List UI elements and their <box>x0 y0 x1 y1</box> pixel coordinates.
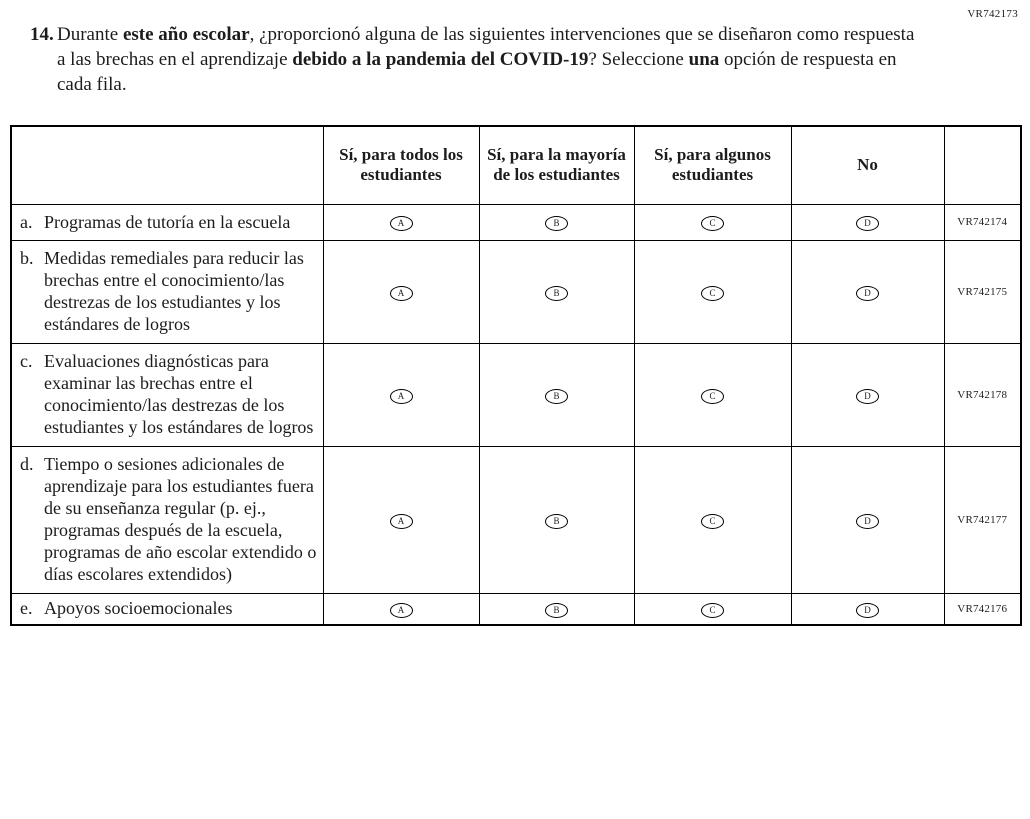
col-header-yes-most: Sí, para la mayoría de los estudiantes <box>479 126 634 204</box>
row-letter: b. <box>20 248 34 269</box>
option-bubble-d[interactable]: D <box>856 389 879 404</box>
option-bubble-c[interactable]: C <box>701 514 724 529</box>
row-text: Apoyos socioemocionales <box>44 597 233 618</box>
option-bubble-b[interactable]: B <box>545 514 568 529</box>
question-text-bold: este año escolar <box>122 24 250 45</box>
question-text-part: opción de respuesta en cada fila. <box>57 49 897 96</box>
question-number: 14. <box>30 24 54 45</box>
option-bubble-a[interactable]: A <box>390 514 413 529</box>
question-text-part: ? Seleccione <box>588 49 689 71</box>
option-bubble-b[interactable]: B <box>545 286 568 301</box>
option-bubble-c[interactable]: C <box>701 216 724 231</box>
col-header-no: No <box>791 126 944 204</box>
option-bubble-c[interactable]: C <box>701 603 724 618</box>
header-empty <box>11 126 323 204</box>
question-text-bold: debido a la pandemia del COVID-19 <box>292 49 589 71</box>
option-bubble-d[interactable]: D <box>856 514 879 529</box>
header-code-empty <box>944 126 1021 204</box>
col-header-yes-all: Sí, para todos los estudiantes <box>323 126 479 204</box>
option-bubble-d[interactable]: D <box>856 603 879 618</box>
question-text-bold: una <box>688 49 720 71</box>
row-code: VR742174 <box>944 204 1021 241</box>
table-row <box>11 344 1021 447</box>
option-bubble-d[interactable]: D <box>856 216 879 231</box>
option-bubble-d[interactable]: D <box>856 286 879 301</box>
page-code: VR742173 <box>967 8 1018 20</box>
question-text-part: Durante <box>57 24 123 45</box>
table-row <box>11 593 1021 624</box>
row-code: VR742178 <box>944 344 1021 447</box>
row-code: VR742175 <box>944 241 1021 344</box>
row-text: Tiempo o sesiones adicionales de aprendizaje para los estudiantes fuera de su enseñanza regular (p. ej., programas después de la escuela, programas de año escolar extendido o días escolares extendidos) <box>44 454 317 584</box>
row-code: VR742176 <box>944 593 1021 624</box>
row-letter: d. <box>20 454 34 475</box>
question-text-part: , ¿proporcionó alguna de las siguientes intervenciones que se diseñaron como respuesta a las brechas en el aprendizaje <box>57 24 915 71</box>
table-row <box>11 204 1021 241</box>
table-row <box>11 447 1021 594</box>
row-text: Evaluaciones diagnósticas para examinar las brechas entre el conocimiento/las destrezas de los estudiantes y los estándares de logros <box>44 351 314 438</box>
option-bubble-b[interactable]: B <box>545 216 568 231</box>
table-row <box>11 241 1021 344</box>
question-block <box>30 22 920 97</box>
row-letter: e. <box>20 597 33 618</box>
col-header-yes-some: Sí, para algunos estudiantes <box>634 126 791 204</box>
row-text: Programas de tutoría en la escuela <box>44 211 291 232</box>
option-bubble-a[interactable]: A <box>390 389 413 404</box>
option-bubble-c[interactable]: C <box>701 286 724 301</box>
row-code: VR742177 <box>944 447 1021 594</box>
question-text <box>57 22 920 97</box>
option-bubble-a[interactable]: A <box>390 603 413 618</box>
row-letter: c. <box>20 351 33 372</box>
option-bubble-a[interactable]: A <box>390 286 413 301</box>
response-table <box>10 125 1022 626</box>
row-text: Medidas remediales para reducir las brechas entre el conocimiento/las destrezas de los estudiantes y los estándares de logros <box>44 248 304 335</box>
option-bubble-b[interactable]: B <box>545 389 568 404</box>
option-bubble-c[interactable]: C <box>701 389 724 404</box>
row-letter: a. <box>20 211 33 232</box>
option-bubble-b[interactable]: B <box>545 603 568 618</box>
header-row <box>11 126 1021 204</box>
option-bubble-a[interactable]: A <box>390 216 413 231</box>
